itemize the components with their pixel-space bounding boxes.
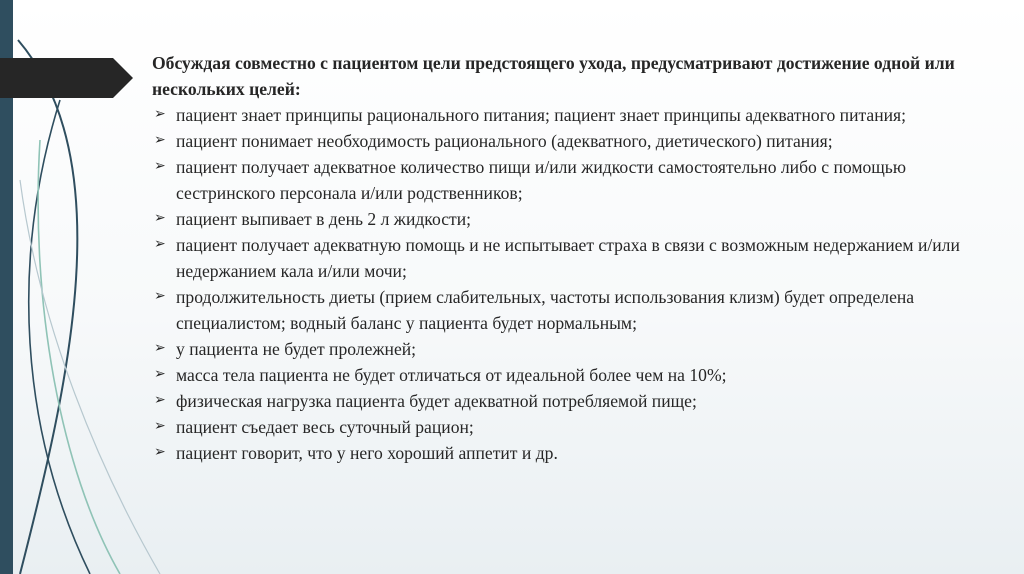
- slide-content: [152, 50, 992, 466]
- arrowhead-bullet-icon: ➢: [154, 367, 166, 382]
- list-item: [152, 440, 992, 466]
- list-item-text: физическая нагрузка пациента будет адекватной потребляемой пище;: [176, 391, 697, 411]
- list-item: [152, 102, 992, 128]
- list-item-text: у пациента не будет пролежней;: [176, 339, 417, 359]
- list-item: [152, 414, 992, 440]
- list-item-text: пациент получает адекватную помощь и не испытывает страха в связи с возможным недержанием и/или недержанием кала и/или мочи;: [176, 235, 960, 281]
- arrowhead-bullet-icon: ➢: [154, 419, 166, 434]
- list-item: [152, 128, 992, 154]
- list-item-text: пациент выпивает в день 2 л жидкости;: [176, 209, 471, 229]
- arrowhead-bullet-icon: ➢: [154, 237, 166, 252]
- list-item: [152, 154, 992, 206]
- arrowhead-bullet-icon: ➢: [154, 341, 166, 356]
- goals-list: [152, 102, 992, 466]
- list-item-text: продолжительность диеты (прием слабительных, частоты использования клизм) будет определена специалистом; водный баланс у пациента будет нормальным;: [176, 287, 915, 333]
- list-item: [152, 232, 992, 284]
- list-item: [152, 388, 992, 414]
- list-item-text: пациент съедает весь суточный рацион;: [176, 417, 474, 437]
- list-item-text: пациент знает принципы рационального питания; пациент знает принципы адекватного питания;: [176, 105, 907, 125]
- list-item: [152, 284, 992, 336]
- arrowhead-bullet-icon: ➢: [154, 107, 166, 122]
- arrowhead-bullet-icon: ➢: [154, 133, 166, 148]
- list-item-text: пациент понимает необходимость рационального (адекватного, диетического) питания;: [176, 131, 833, 151]
- list-item: [152, 362, 992, 388]
- list-item: [152, 336, 992, 362]
- arrowhead-bullet-icon: ➢: [154, 393, 166, 408]
- slide-heading: Обсуждая совместно с пациентом цели предстоящего ухода, предусматривают достижение одной или нескольких целей:: [152, 53, 955, 99]
- arrowhead-bullet-icon: ➢: [154, 445, 166, 460]
- title-arrow-tab: [0, 58, 133, 98]
- list-item-text: пациент говорит, что у него хороший аппетит и др.: [176, 443, 558, 463]
- list-item-text: пациент получает адекватное количество пищи и/или жидкости самостоятельно либо с помощью сестринского персонала и/или родственников;: [176, 157, 906, 203]
- list-item: [152, 206, 992, 232]
- arrowhead-bullet-icon: ➢: [154, 211, 166, 226]
- arrowhead-bullet-icon: ➢: [154, 289, 166, 304]
- arrowhead-bullet-icon: ➢: [154, 159, 166, 174]
- list-item-text: масса тела пациента не будет отличаться от идеальной более чем на 10%;: [176, 365, 727, 385]
